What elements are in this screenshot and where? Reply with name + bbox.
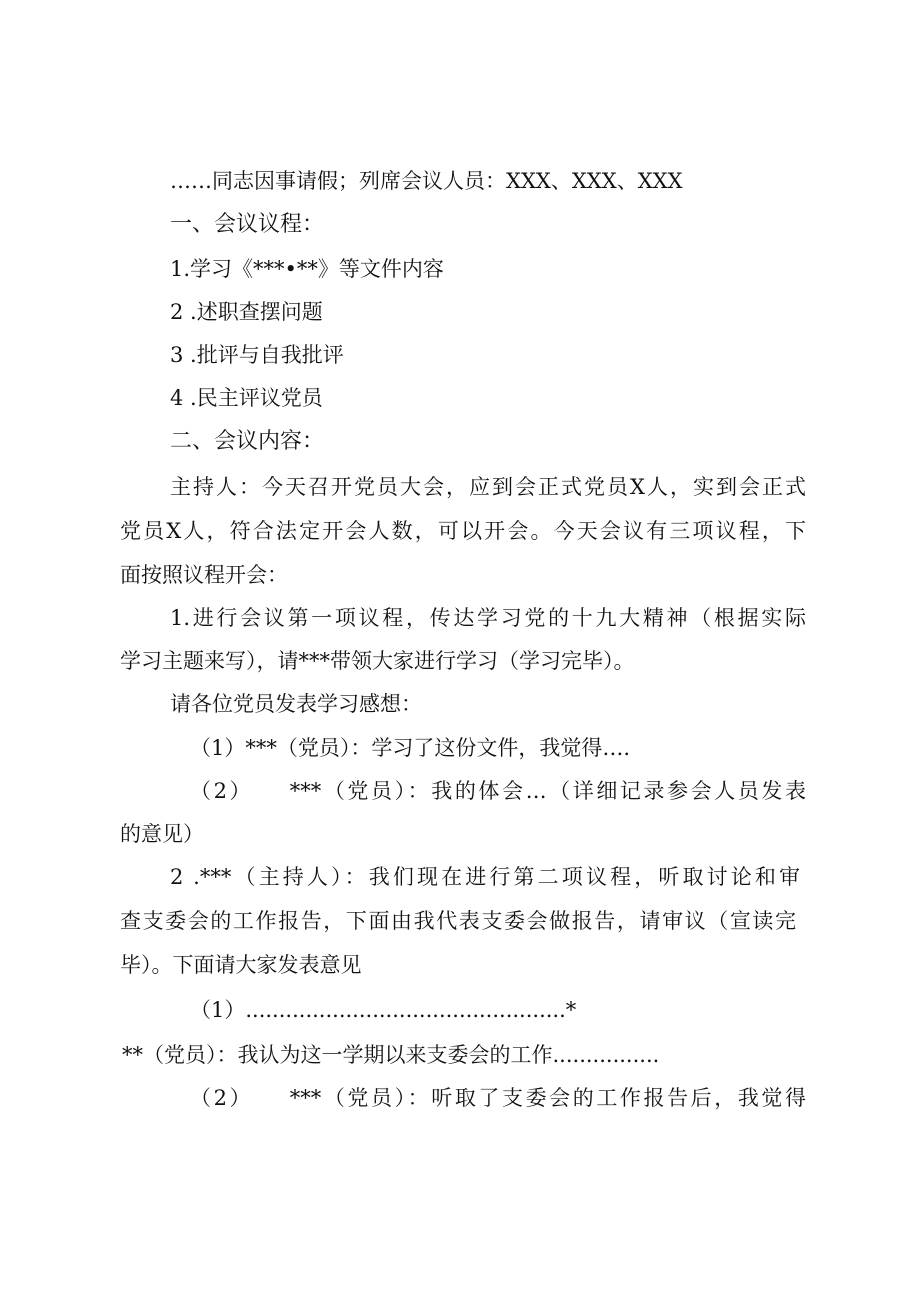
host-intro-line-3: 面按照议程开会： (120, 563, 288, 587)
item2-line-3: 毕）。下面请大家发表意见 (120, 953, 362, 977)
agenda-item-4: 4 .民主评议党员 (170, 386, 323, 410)
item1-line-2: 学习主题来写），请***带领大家进行学习（学习完毕）。 (120, 649, 635, 673)
agenda-item-3: 3 .批评与自我批评 (170, 343, 344, 367)
section-heading-agenda: 一、会议议程： (170, 212, 325, 237)
item2-line-1: 2 .***（主持人）：我们现在进行第二项议程，听取讨论和审 (170, 865, 800, 889)
item2-response-1-continued: **（党员）：我认为这一学期以来支委会的工作................ (122, 1043, 660, 1067)
host-intro-line-1: 主持人：今天召开党员大会，应到会正式党员X人，实到会正式 (170, 475, 806, 499)
attendance-line: ……同志因事请假；列席会议人员：XXX、XXX、XXX (170, 169, 683, 193)
item2-response-1: （1）................................................* (190, 998, 577, 1022)
invite-line: 请各位党员发表学习感想： (170, 692, 422, 716)
item1-response-2: （2） ***（党员）：我的体会…（详细记录参会人员发表 (190, 779, 806, 803)
item1-response-2-continued: 的意见） (120, 822, 204, 846)
item1-line-1: 1.进行会议第一项议程，传达学习党的十九大精神（根据实际 (170, 606, 806, 630)
host-intro-line-2: 党员X人，符合法定开会人数，可以开会。今天会议有三项议程，下 (120, 519, 806, 543)
agenda-item-1: 1.学习《***•**》等文件内容 (170, 257, 444, 281)
item1-response-1: （1）***（党员）：学习了这份文件，我觉得…. (190, 736, 631, 760)
section-heading-content: 二、会议内容： (170, 429, 325, 454)
agenda-item-2: 2 .述职查摆问题 (170, 300, 323, 324)
item2-response-2: （2） ***（党员）：听取了支委会的工作报告后，我觉得 (190, 1086, 806, 1110)
item2-line-2: 查支委会的工作报告，下面由我代表支委会做报告，请审议（宣读完 (120, 909, 796, 933)
